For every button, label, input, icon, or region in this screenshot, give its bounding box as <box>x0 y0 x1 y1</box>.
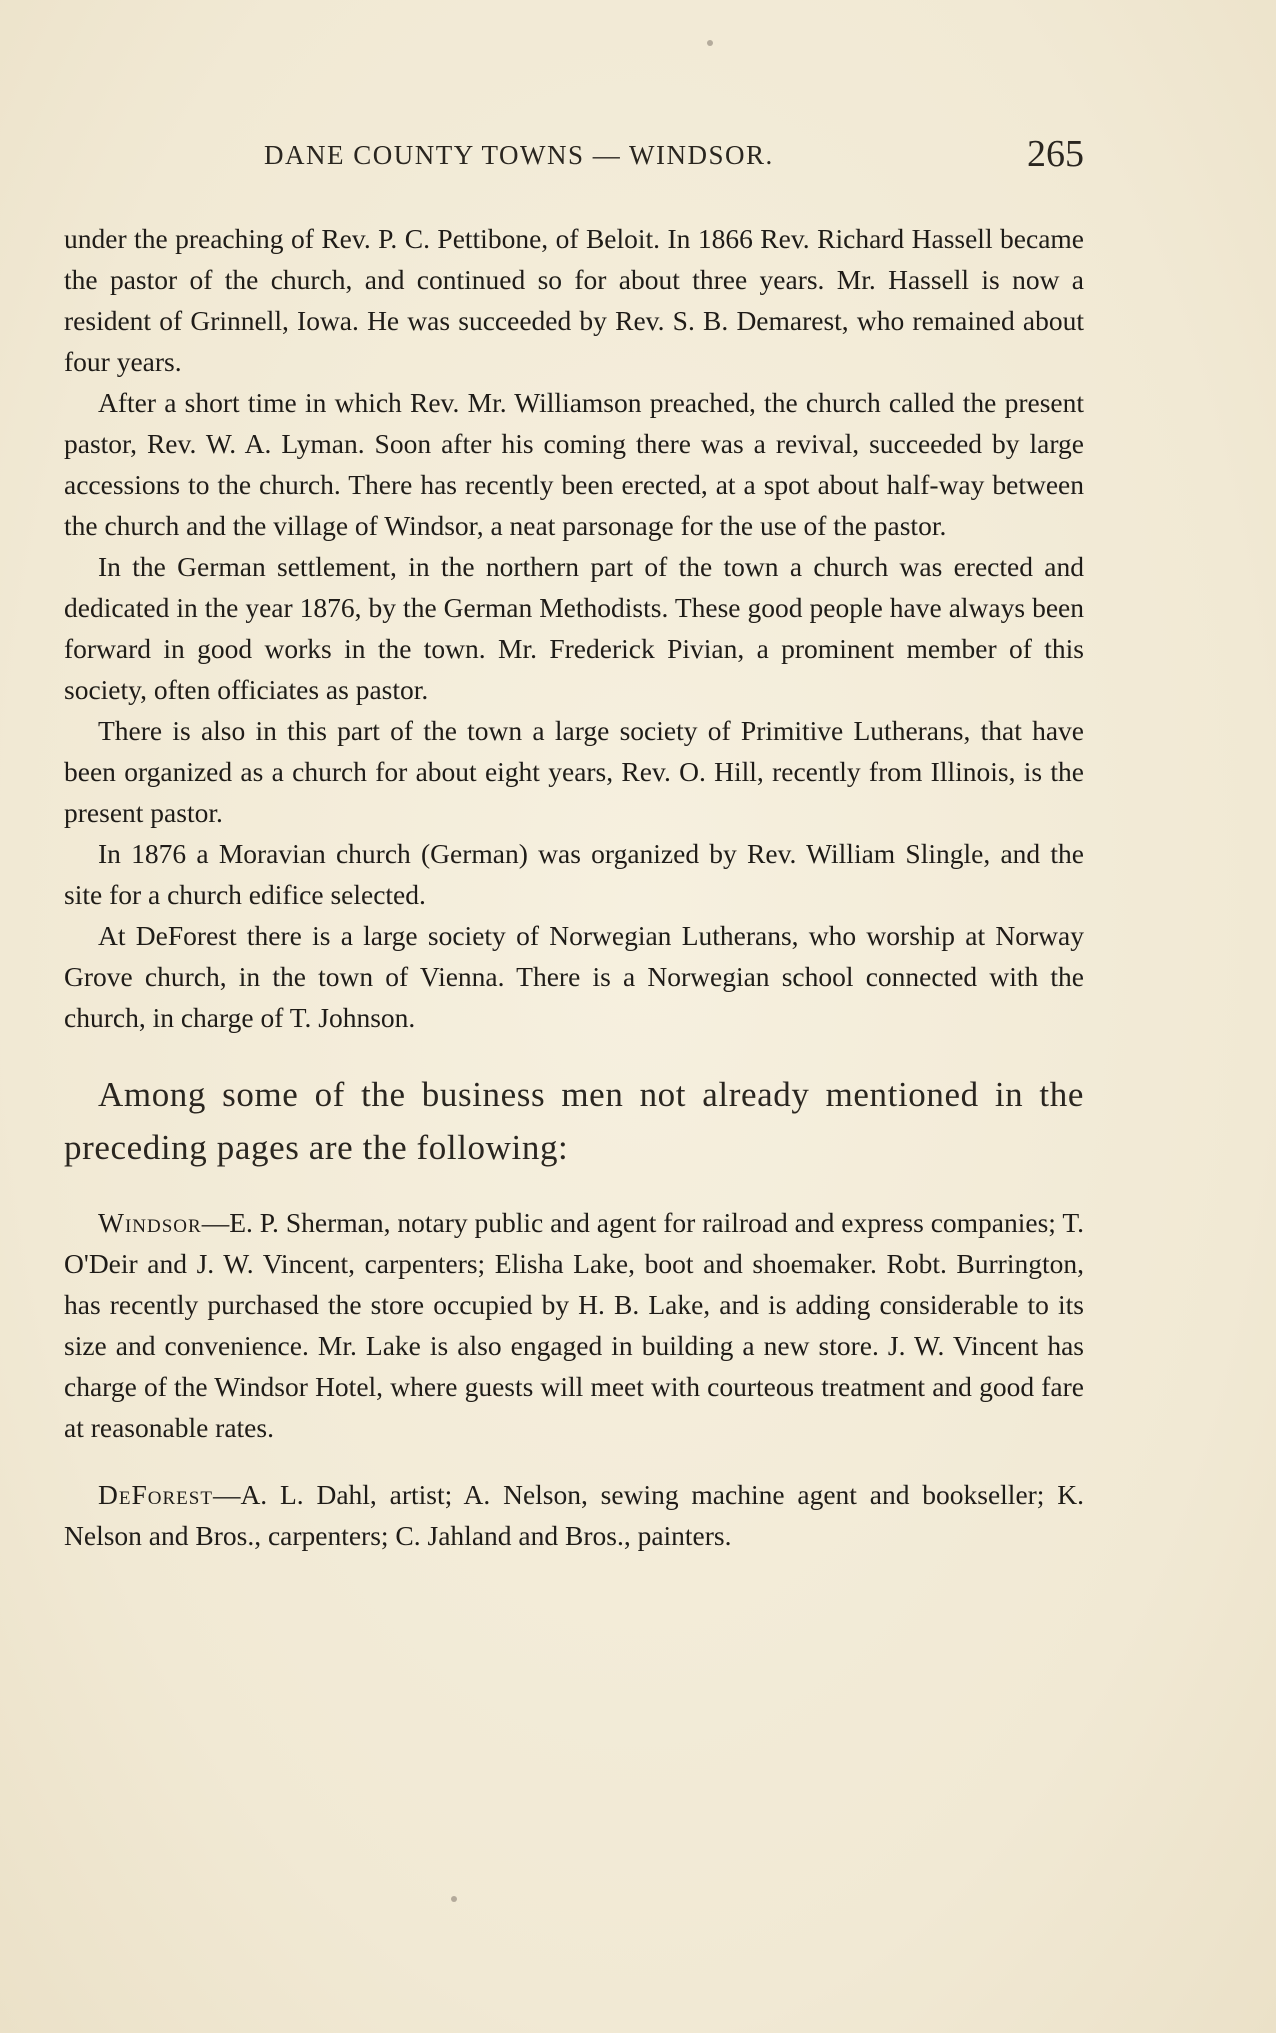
entry-text: —A. L. Dahl, artist; A. Nelson, sewing machine agent and bookseller; K. Nelson and Bros., carpenters; C. Jahland and Bros., painters. <box>64 1479 1084 1551</box>
business-entry-deforest <box>64 1474 1084 1556</box>
paragraph: There is also in this part of the town a large society of Primitive Lutherans, that have been organized as a church for about eight years, Rev. O. Hill, recently from Illinois, is the present pastor. <box>64 715 1084 828</box>
section-heading: Among some of the business men not already mentioned in the preceding pages are the following: <box>64 1075 1084 1167</box>
entry-place: Windsor <box>98 1207 202 1238</box>
paragraph: In the German settlement, in the northern part of the town a church was erected and dedicated in the year 1876, by the German Methodists. These good people have always been forward in good works in the town. Mr. Frederick Pivian, a prominent member of this society, often officiates as pastor. <box>64 551 1084 705</box>
entry-place: DeForest <box>98 1479 213 1510</box>
entry-text: —E. P. Sherman, notary public and agent for railroad and express companies; T. O'Deir and J. W. Vincent, carpenters; Elisha Lake, boot and shoemaker. Robt. Burrington, has recently purchased the store occupied by H. B. Lake, and is adding considerable to its size and convenience. Mr. Lake is also engaged in building a new store. J. W. Vincent has charge of the Windsor Hotel, where guests will meet with courteous treatment and good fare at reasonable rates. <box>64 1207 1084 1443</box>
paragraph: After a short time in which Rev. Mr. Williamson preached, the church called the present pastor, Rev. W. A. Lyman. Soon after his coming there was a revival, succeeded by large accessions to the church. There has recently been erected, at a spot about half-way between the church and the village of Windsor, a neat parsonage for the use of the pastor. <box>64 387 1084 541</box>
running-title: DANE COUNTY TOWNS — WINDSOR. <box>264 140 774 170</box>
ink-speck <box>707 40 713 46</box>
running-head <box>64 132 1084 180</box>
body-text <box>64 218 1084 1582</box>
paragraph: At DeForest there is a large society of Norwegian Lutherans, who worship at Norway Grove church, in the town of Vienna. There is a Norwegian school connected with the church, in charge of T. Johnson. <box>64 920 1084 1033</box>
page-number: 265 <box>1027 133 1084 175</box>
ink-speck <box>451 1896 457 1902</box>
paragraph: In 1876 a Moravian church (German) was organized by Rev. William Slingle, and the site for a church edifice selected. <box>64 838 1084 910</box>
paragraph: under the preaching of Rev. P. C. Pettibone, of Beloit. In 1866 Rev. Richard Hassell became the pastor of the church, and continued so for about three years. Mr. Hassell is now a resident of Grinnell, Iowa. He was succeeded by Rev. S. B. Demarest, who remained about four years. <box>64 223 1084 377</box>
business-entry-windsor <box>64 1202 1084 1448</box>
